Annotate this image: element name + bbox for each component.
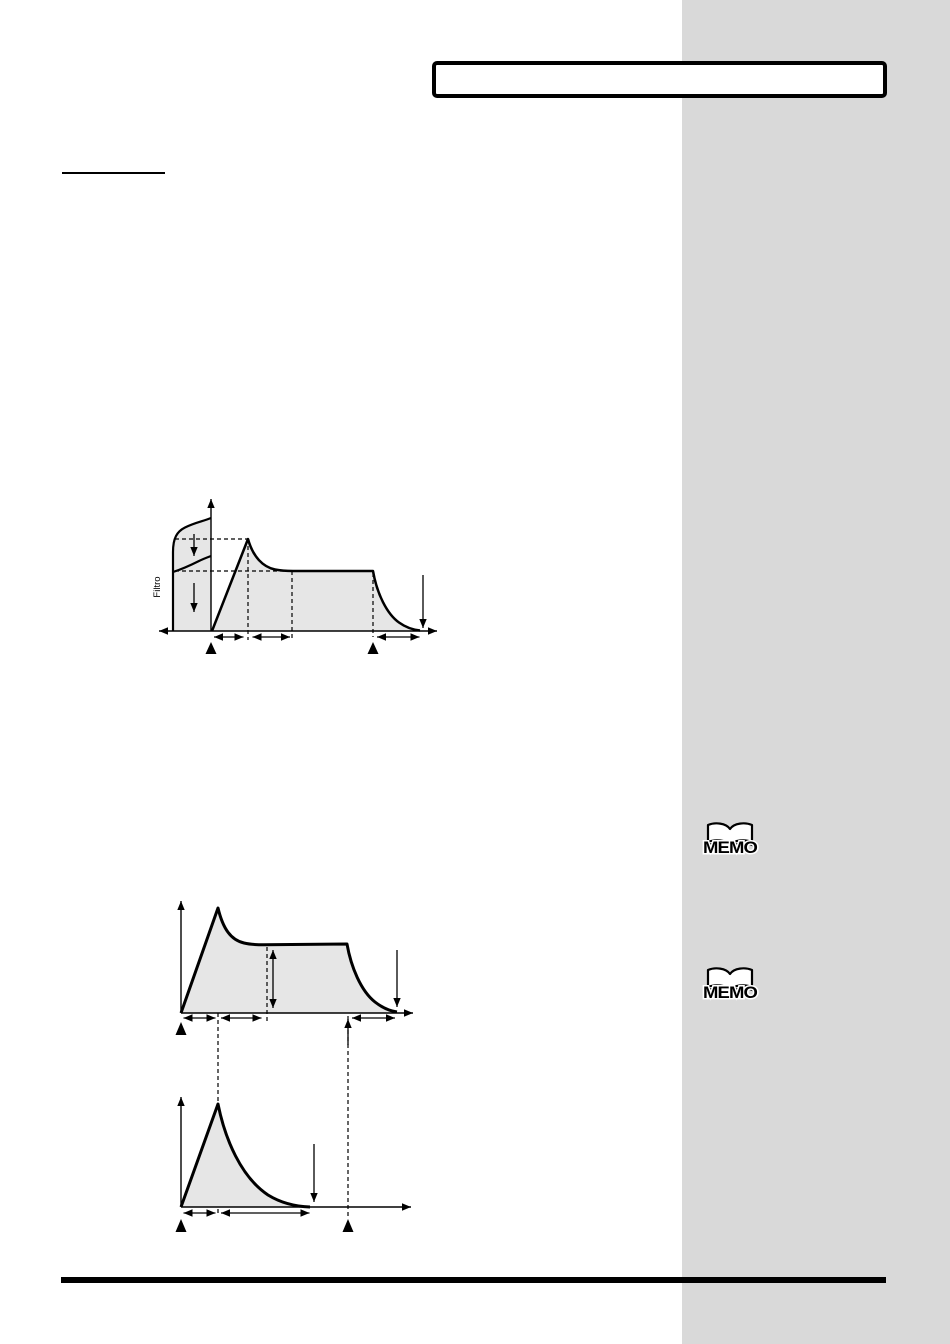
memo-badge [701, 819, 759, 863]
note-off-marker [343, 1219, 354, 1232]
memo-badge [701, 964, 759, 1008]
note-on-marker [176, 1219, 187, 1232]
memo-badge-graphic [701, 964, 759, 1008]
filter-response-fill [173, 518, 211, 631]
note-on-marker [176, 1022, 187, 1035]
memo-badge-graphic [701, 819, 759, 863]
note-off-marker [368, 642, 379, 654]
memo-label: MEMO [703, 983, 758, 1002]
filter-envelope-diagram [152, 499, 437, 654]
footer-rule [61, 1277, 886, 1283]
filter-axis-label: Filtro [152, 576, 163, 598]
memo-label: MEMO [703, 838, 758, 857]
amp-envelope-diagram [176, 901, 414, 1045]
note-on-marker [206, 642, 217, 654]
decay-envelope-diagram [176, 1097, 412, 1232]
